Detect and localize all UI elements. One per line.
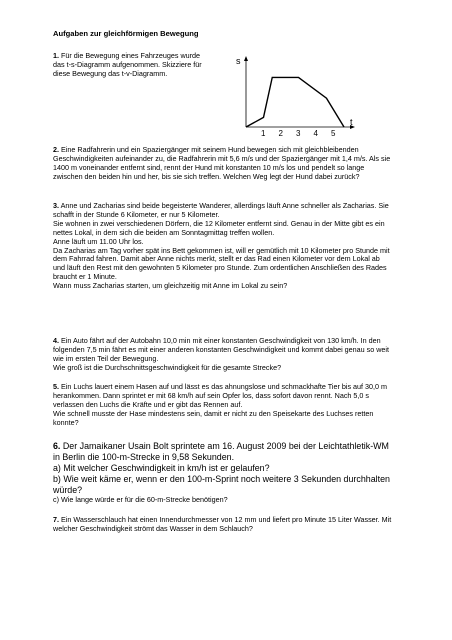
- y-axis-label: s: [236, 56, 241, 66]
- task-text: Eine Radfahrerin und ein Spaziergänger mit seinem Hund bewegen sich mit gleichbleibenden Geschwindigkeiten aufeinander zu, die Radfahrerin mit 5,6 m/s und der Spaziergänger mit 1,4 m/s. Als sie 1400 m voneinander entfernt sind, rennt der Hund mit konstanten 10 m/s los und pendelt so lange zwischen den beiden hin und her, bis sie sich treffen. Welchen Weg legt der Hund dabei zurück?: [53, 145, 391, 181]
- task-text: Sie wohnen in zwei verschiedenen Dörfern, die 12 Kilometer entfernt sind. Genau in der Mitte gibt es ein nettes Lokal, in dem sich die beiden am Sonntagmittag treffen wollen.: [53, 218, 385, 237]
- task-2: [53, 146, 393, 182]
- x-tick-labels: [261, 129, 336, 137]
- task-number: 7.: [53, 515, 59, 524]
- task-text: Wann muss Zacharias starten, um gleichzeitig mit Anne im Lokal zu sein?: [53, 281, 288, 291]
- x-tick-label: 4: [313, 129, 318, 137]
- x-tick-label: 1: [261, 129, 266, 137]
- task-text: Anne und Zacharias sind beide begeisterte Wanderer, allerdings läuft Anne schneller als Zacharias. Sie schafft in der Stunde 6 Kilometer, er nur 5 Kilometer.: [53, 201, 389, 219]
- task-3: [53, 202, 393, 291]
- task-number: 6.: [53, 441, 61, 451]
- task-text: Für die Bewegung eines Fahrzeuges wurde das t-s-Diagramm aufgenommen. Skizziere für diese Bewegung das t-v-Diagramm.: [53, 51, 202, 78]
- ts-curve: [246, 77, 344, 127]
- task-question: Wie schnell musste der Hase mindestens sein, damit er nicht zu den Speisekarte des Luchses retten konnte?: [53, 408, 374, 427]
- task-question: Wie groß ist die Durchschnittsgeschwindigkeit für die gesamte Strecke?: [53, 362, 282, 372]
- x-axis-label: t: [350, 117, 353, 127]
- task-subquestion-a: a) Mit welcher Geschwindigkeit in km/h ist er gelaufen?: [53, 463, 270, 473]
- task-number: 1.: [53, 51, 59, 60]
- t-s-diagram: [232, 55, 360, 137]
- task-text: Ein Auto fährt auf der Autobahn 10,0 min mit einer konstanten Geschwindigkeit von 130 km/h. In den folgenden 7,5 min fährt es mit einer anderen konstanten Geschwindigkeit und kommt dabei genau so weit wie im ersten Teil der Bewegung.: [53, 336, 390, 363]
- task-number: 5.: [53, 382, 59, 391]
- task-7: [53, 516, 393, 534]
- task-subquestion-c: c) Wie lange würde er für die 60-m-Strecke benötigen?: [53, 495, 228, 504]
- task-text: Da Zacharias am Tag vorher spät ins Bett gekommen ist, will er gemütlich mit 10 Kilometer pro Stunde mit dem Fahrrad fahren. Damit aber Anne nichts merkt, stellt er das Rad einen Kilometer vor dem Lokal ab und läuft den Rest mit den gewohnten 5 Kilometer pro Stunde. Zum ordentlichen Anschließen des Rades braucht er 1 Minute.: [53, 245, 390, 282]
- task-text: Ein Luchs lauert einem Hasen auf und lässt es das ahnungslose und schmackhafte Tier bis auf 30,0 m herankommen. Dann sprintet er mit 68 km/h auf sein Opfer los, dass sofort davon rennt. Nach 5,0 s verlassen den Luchs die Kräfte und er gibt das Rennen auf.: [53, 382, 388, 409]
- task-1: [53, 52, 203, 79]
- task-4: [53, 337, 393, 373]
- task-number: 3.: [53, 201, 59, 210]
- task-number: 2.: [53, 145, 59, 154]
- task-6: [53, 441, 393, 505]
- task-subquestion-b: b) Wie weit käme er, wenn er den 100-m-Sprint noch weitere 3 Sekunden durchhalten würde?: [53, 474, 390, 495]
- x-tick-label: 2: [278, 129, 283, 137]
- task-number: 4.: [53, 336, 59, 345]
- task-text: Anne läuft um 11.00 Uhr los.: [53, 236, 144, 246]
- x-tick-label: 3: [296, 129, 301, 137]
- task-text: Ein Wasserschlauch hat einen Innendurchmesser von 12 mm und liefert pro Minute 15 Liter Wasser. Mit welcher Geschwindigkeit strömt das Wasser in dem Schlauch?: [53, 515, 392, 533]
- task-text: Der Jamaikaner Usain Bolt sprintete am 16. August 2009 bei der Leichtathletik-WM in Berlin die 100-m-Strecke in 9,58 Sekunden.: [53, 441, 389, 462]
- task-5: [53, 383, 393, 428]
- page-title: Aufgaben zur gleichförmigen Bewegung: [53, 29, 199, 38]
- y-axis-arrow: [244, 56, 248, 61]
- x-tick-label: 5: [331, 129, 336, 137]
